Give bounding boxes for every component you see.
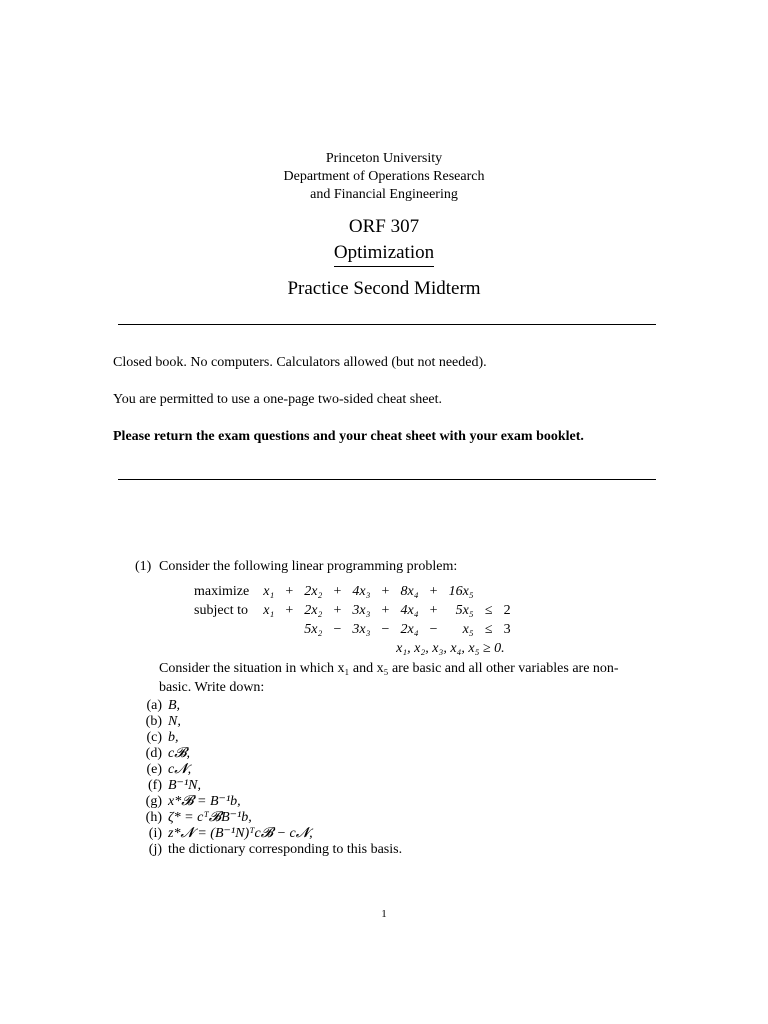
lp-constraint-row-1: [190, 601, 515, 620]
lp-term: x₅: [462, 621, 474, 637]
lp-term: 16x₅: [448, 583, 474, 599]
university-name: Princeton University: [325, 151, 443, 166]
course-subject-wrap: [0, 242, 768, 267]
instruction-return: Please return the exam questions and your cheat sheet with your exam booklet.: [113, 429, 584, 444]
situation-text-2: basic. Write down:: [159, 680, 265, 695]
list-item: (f) B⁻¹N,: [148, 778, 201, 793]
lp-problem: [190, 582, 515, 658]
list-item: (h) ζ* = cᵀ𝓑B⁻¹b,: [145, 810, 252, 825]
list-item: (i) z*𝓝 = (B⁻¹N)ᵀc𝓑 − c𝓝,: [148, 826, 313, 841]
lp-term: 2x₂: [304, 583, 323, 599]
list-item: (a) B,: [146, 698, 181, 713]
bottom-divider: [118, 479, 656, 480]
exam-title: Practice Second Midterm: [287, 278, 481, 299]
lp-constraint-row-2: [190, 620, 515, 639]
lp-term: x₁: [263, 583, 275, 599]
lp-term: 2x₂: [304, 602, 323, 618]
lp-term: 2x₄: [400, 621, 419, 637]
problem-number: (1): [135, 559, 152, 574]
lp-term: 5x₂: [304, 621, 323, 637]
lp-op: +: [429, 583, 438, 599]
top-divider: [118, 324, 656, 325]
page-number: 1: [381, 908, 387, 920]
lp-objective-row: [190, 582, 515, 601]
lp-term: 3x₃: [352, 621, 371, 637]
lp-op: +: [381, 583, 390, 599]
course-number: ORF 307: [348, 216, 420, 237]
lp-op: +: [285, 583, 294, 599]
lp-term: 5x₅: [455, 602, 474, 618]
lp-rhs: 2: [503, 602, 511, 618]
lp-term: x₁: [263, 602, 275, 618]
department-name-line2: and Financial Engineering: [310, 187, 458, 202]
list-item: (c) b,: [146, 730, 179, 745]
list-item: (b) N,: [145, 714, 181, 729]
maximize-keyword: maximize: [194, 583, 250, 599]
list-item: (e) c𝓝,: [146, 762, 192, 777]
lp-op: +: [381, 602, 390, 618]
lp-nonneg-row: [190, 639, 515, 658]
list-item: (d) c𝓑,: [145, 746, 191, 761]
course-subject: Optimization: [334, 242, 434, 267]
lp-op: +: [285, 602, 294, 618]
lp-term: 4x₃: [352, 583, 371, 599]
lp-op: +: [333, 602, 342, 618]
lp-term: 4x₄: [400, 602, 419, 618]
lp-op: +: [333, 583, 342, 599]
lp-nonnegativity: x₁, x₂, x₃, x₄, x₅ ≥ 0.: [396, 640, 505, 656]
instruction-closed-book: Closed book. No computers. Calculators allowed (but not needed).: [113, 355, 487, 370]
lp-op: −: [381, 621, 390, 637]
instruction-cheat-sheet: You are permitted to use a one-page two-sided cheat sheet.: [113, 392, 443, 407]
question-items: [136, 698, 402, 858]
department-name: Department of Operations Research: [283, 169, 485, 184]
problem-intro: Consider the following linear programming problem:: [159, 559, 458, 574]
lp-op: −: [333, 621, 342, 637]
list-item: (j) the dictionary corresponding to this basis.: [148, 842, 403, 857]
lp-op: −: [429, 621, 438, 637]
list-item: (g) x*𝓑 = B⁻¹b,: [145, 794, 241, 809]
subject-to-keyword: subject to: [194, 602, 249, 618]
lp-term: 3x₃: [352, 602, 371, 618]
lp-relation: ≤: [484, 602, 493, 618]
lp-rhs: 3: [503, 621, 511, 637]
lp-relation: ≤: [484, 621, 493, 637]
situation-text-1: Consider the situation in which x₁ and x₅ are basic and all other variables are non-: [159, 661, 619, 676]
lp-term: 8x₄: [400, 583, 419, 599]
lp-op: +: [429, 602, 438, 618]
